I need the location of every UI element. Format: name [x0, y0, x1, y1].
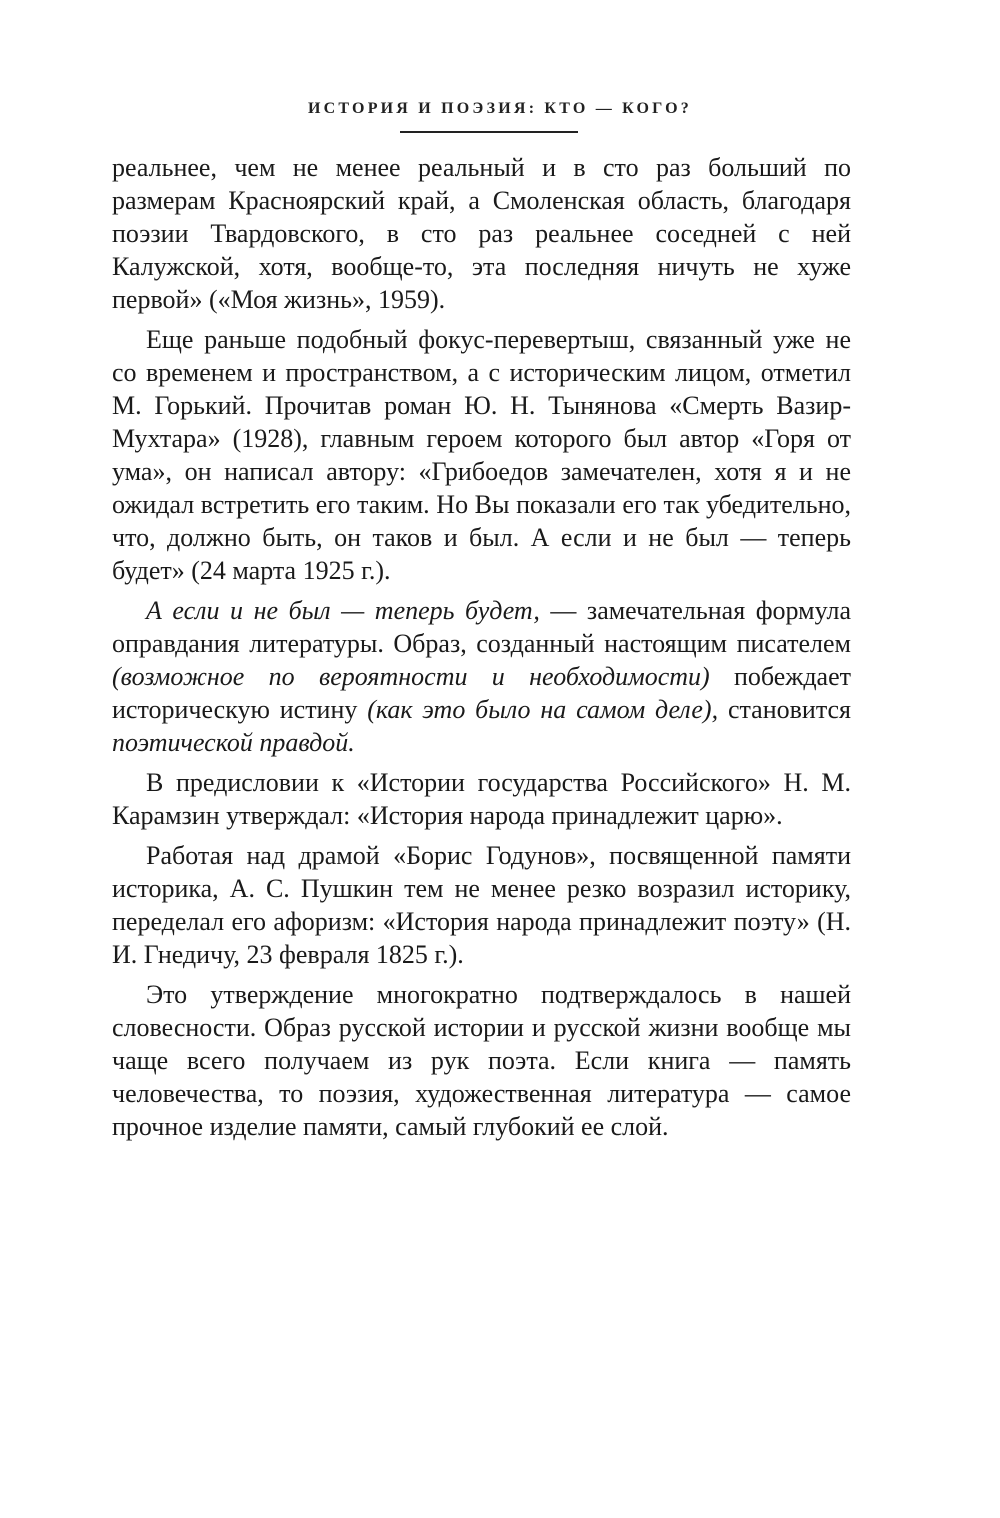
- paragraph-formula: [112, 594, 851, 759]
- paragraph-conclusion: Это утверждение многократно подтверждалось в нашей словесности. Образ русской истории и русской жизни вообще мы чаще всего получаем из рук поэта. Если книга — память человечества, то поэзия, художественная литература — самое прочное изделие памяти, самый глубокий ее слой.: [112, 980, 851, 1141]
- italic-quote: А если и не был — теперь будет,: [146, 596, 540, 625]
- italic-aside: (как это было на самом деле),: [367, 695, 719, 724]
- paragraph-text: становится: [718, 695, 851, 724]
- body-text: [112, 151, 851, 1150]
- paragraph-pushkin: Работая над драмой «Борис Годунов», посвященной памяти историка, А. С. Пушкин тем не менее резко возразил историку, переделал его афоризм: «История народа принадлежит поэту» (Н. И. Гнедичу, 23 февраля 1825 г.).: [112, 841, 851, 969]
- paragraph-text: — замечательная формула оправдания литературы. Образ, созданный настоящим писателем: [112, 596, 851, 658]
- paragraph-gorky: Еще раньше подобный фокус-перевертыш, связанный уже не со временем и пространством, а с историческим лицом, отметил М. Горький. Прочитав роман Ю. Н. Тынянова «Смерть Вазир-Мухтара» (1928), главным героем которого был автор «Горя от ума», он написал автору: «Грибоедов замечателен, хотя я и не ожидал встретить его таким. Но Вы показали его так убедительно, что, должно быть, он таков и был. А если и не был — теперь будет» (24 марта 1925 г.).: [112, 325, 851, 585]
- paragraph-karamzin: В предисловии к «Истории государства Российского» Н. М. Карамзин утверждал: «История народа принадлежит царю».: [112, 768, 851, 830]
- paragraph-continuation: реальнее, чем не менее реальный и в сто раз больший по размерам Красноярский край, а Смоленская область, благодаря поэзии Твардовского, в сто раз реальнее соседней с ней Калужской, хотя, вообще-то, эта последняя ничуть не хуже первой» («Моя жизнь», 1959).: [112, 153, 851, 314]
- italic-term: поэтической правдой.: [112, 728, 355, 757]
- running-head-rule: [400, 131, 578, 133]
- running-head: ИСТОРИЯ И ПОЭЗИЯ: КТО — КОГО?: [307, 100, 693, 117]
- italic-aside: (возможное по вероятности и необходимости): [112, 662, 710, 691]
- paragraph-text: побеждает историческую истину: [112, 662, 851, 724]
